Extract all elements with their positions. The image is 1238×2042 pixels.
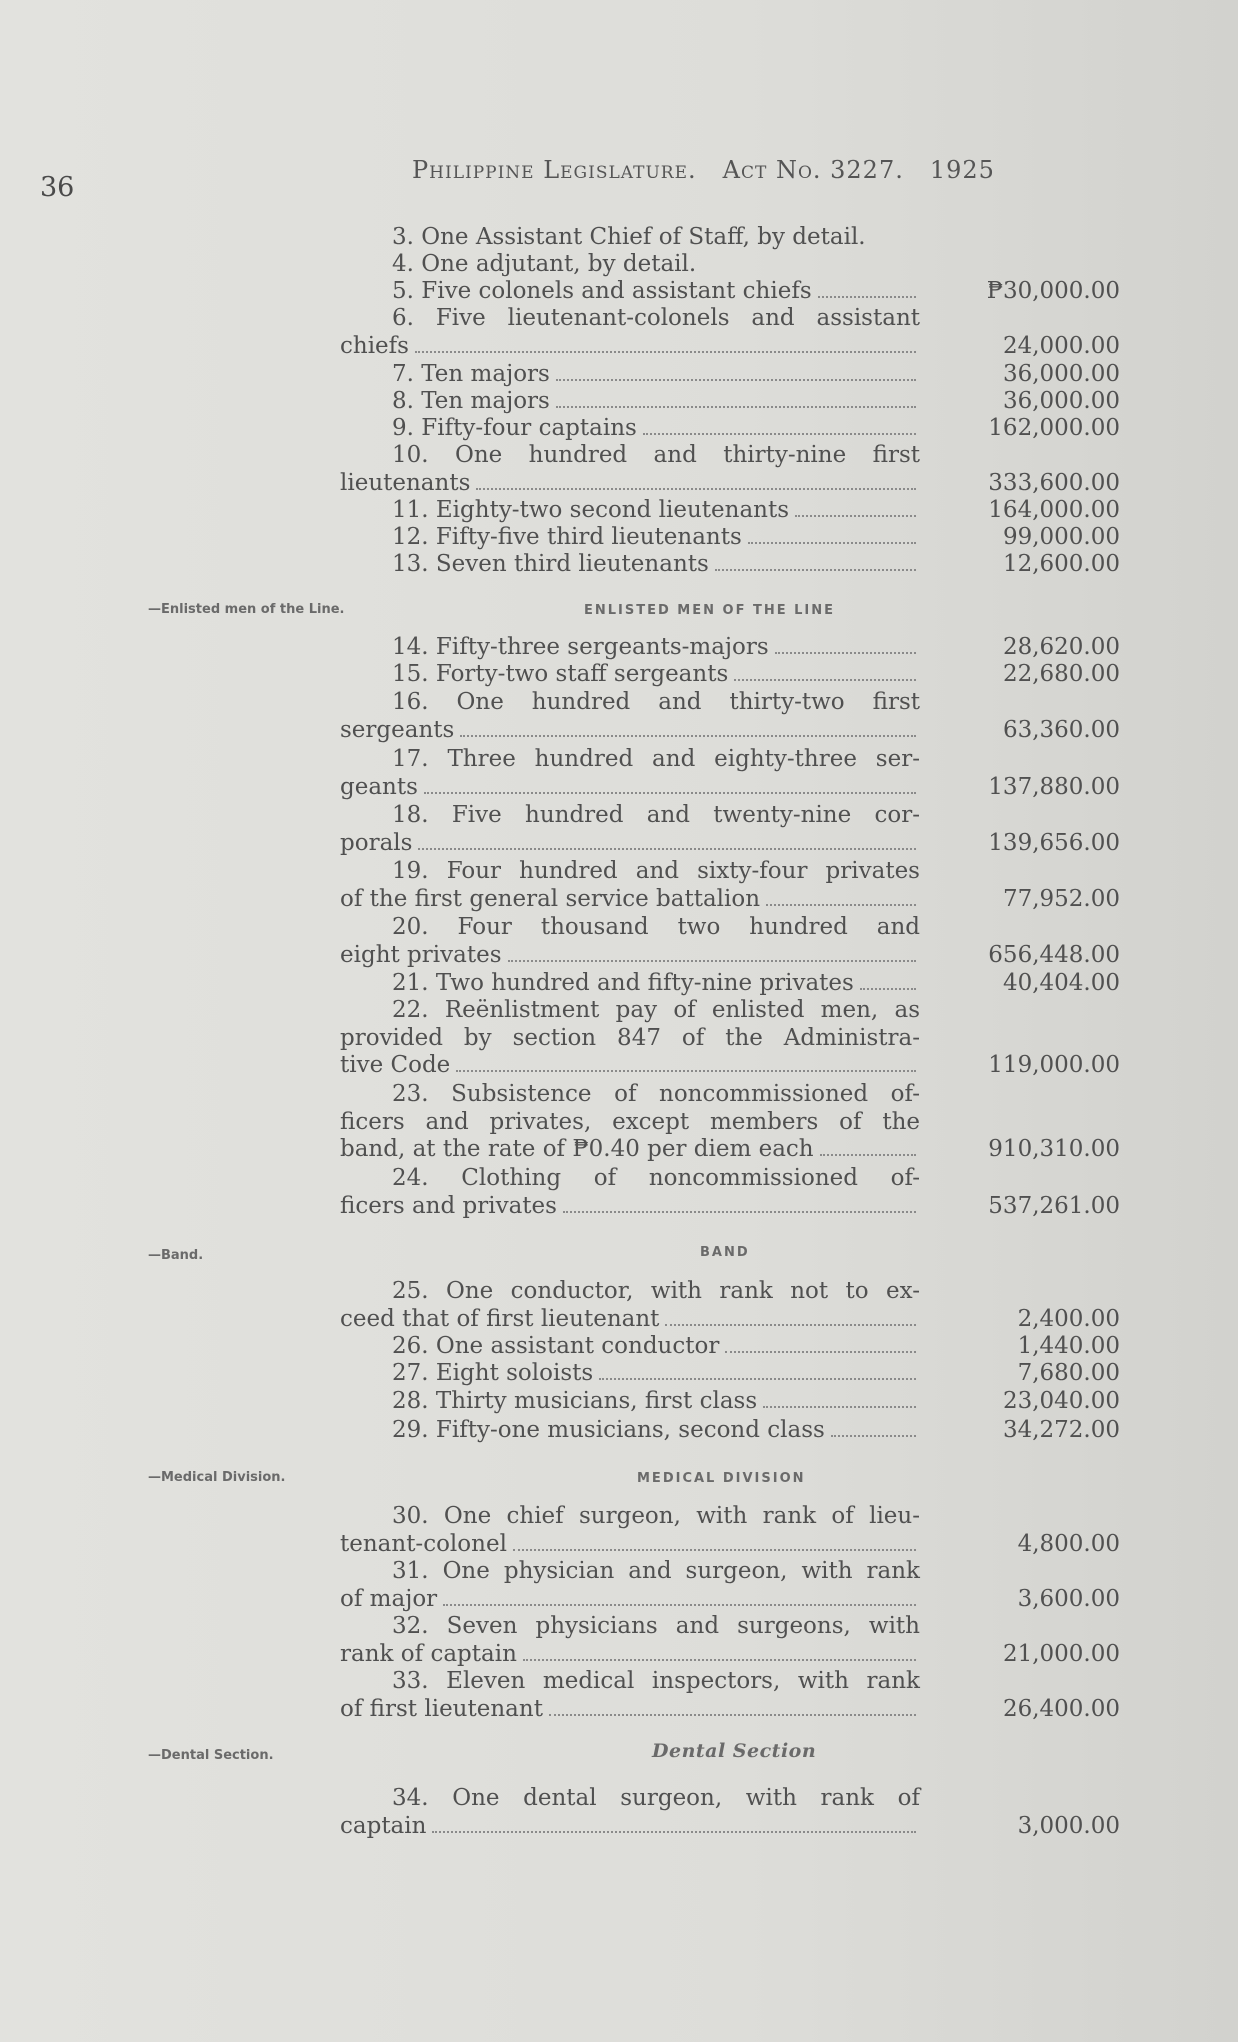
dot-leader: [563, 1210, 916, 1213]
item-amount: 22,680.00: [1002, 661, 1120, 687]
item-text: 33. Eleven medical inspectors, with rank: [392, 1668, 920, 1694]
item-text: porals: [340, 829, 413, 856]
dot-leader: [715, 568, 916, 571]
appropriation-item: [340, 1785, 1120, 1840]
item-amount: 34,272.00: [1002, 1417, 1120, 1443]
item-amount: 162,000.00: [988, 415, 1120, 441]
item-amount: 1,440.00: [1017, 1333, 1120, 1359]
item-text: 34. One dental surgeon, with rank of: [392, 1785, 920, 1811]
item-text: 23. Subsistence of noncommissioned of-: [392, 1081, 920, 1107]
dot-leader: [460, 734, 916, 737]
dot-leader: [831, 1434, 916, 1437]
item-amount: 40,404.00: [1002, 970, 1120, 996]
item-amount: 28,620.00: [1002, 634, 1120, 660]
dot-leader: [748, 541, 916, 544]
dot-leader: [763, 1405, 916, 1408]
appropriation-item: [340, 1613, 1120, 1668]
dot-leader: [766, 903, 916, 906]
appropriation-item: [340, 305, 1120, 360]
dot-leader: [443, 1603, 916, 1606]
item-amount: 3,000.00: [1017, 1812, 1120, 1839]
item-text: 31. One physician and surgeon, with rank: [392, 1558, 920, 1584]
appropriation-item: [340, 689, 1120, 744]
item-amount: 4,800.00: [1017, 1530, 1120, 1557]
item-amount: 164,000.00: [988, 497, 1120, 523]
dot-leader: [643, 432, 916, 435]
item-amount: ₱30,000.00: [986, 278, 1120, 304]
item-text: 22. Reënlistment pay of enlisted men, as: [392, 997, 920, 1023]
item-amount: 537,261.00: [988, 1192, 1120, 1219]
dot-leader: [818, 295, 916, 298]
item-text: captain: [340, 1812, 427, 1839]
item-text: 32. Seven physicians and surgeons, with: [392, 1613, 920, 1639]
item-text: 10. One hundred and thirty-nine first: [392, 442, 920, 468]
item-amount: 36,000.00: [1002, 361, 1120, 387]
section-heading-dental: Dental Section: [652, 1740, 817, 1762]
item-text: eight privates: [340, 941, 502, 968]
item-text: band, at the rate of ₱0.40 per diem each: [340, 1136, 814, 1162]
appropriation-item: [340, 1668, 1120, 1723]
appropriation-item: [340, 224, 1120, 252]
section-heading-band: BAND: [700, 1245, 750, 1260]
side-note-dental: —Dental Section.: [148, 1748, 274, 1763]
dot-leader: [523, 1658, 916, 1661]
dot-leader: [556, 405, 916, 408]
dot-leader: [513, 1548, 916, 1551]
item-amount: 63,360.00: [1002, 716, 1120, 743]
appropriation-item: [340, 1165, 1120, 1220]
item-amount: 910,310.00: [988, 1136, 1120, 1162]
item-amount: 21,000.00: [1002, 1640, 1120, 1667]
item-text: of major: [340, 1585, 438, 1612]
dot-leader: [508, 959, 917, 962]
dot-leader: [556, 378, 916, 381]
item-text: 17. Three hundred and eighty-three ser-: [392, 746, 920, 772]
dot-leader: [860, 987, 916, 990]
item-text: of first lieutenant: [340, 1695, 543, 1722]
item-amount: 7,680.00: [1017, 1360, 1120, 1386]
item-text: 28. Thirty musicians, first class: [392, 1388, 758, 1414]
header-legislature: Philippine Legislature.: [412, 156, 697, 184]
item-text: 16. One hundred and thirty-two first: [392, 689, 920, 715]
item-text: 27. Eight soloists: [392, 1360, 594, 1386]
appropriation-item: [340, 551, 1120, 579]
item-text: 30. One chief surgeon, with rank of lieu-: [392, 1503, 920, 1529]
item-amount: 333,600.00: [988, 469, 1120, 496]
dot-leader: [725, 1350, 916, 1353]
section-heading-enlisted: ENLISTED MEN OF THE LINE: [584, 603, 836, 618]
appropriation-item: [340, 1503, 1120, 1558]
item-amount: 119,000.00: [988, 1052, 1120, 1078]
appropriation-item: [340, 802, 1120, 857]
item-text: 3. One Assistant Chief of Staff, by detail.: [392, 224, 866, 250]
item-text: ficers and privates, except members of the: [340, 1108, 920, 1135]
item-text: provided by section 847 of the Administra-: [340, 1024, 920, 1051]
item-text: 13. Seven third lieutenants: [392, 551, 709, 577]
appropriation-item: [340, 970, 1120, 998]
item-text: of the first general service battalion: [340, 885, 761, 912]
dot-leader: [432, 1830, 916, 1833]
side-note-medical: —Medical Division.: [148, 1470, 286, 1485]
item-amount: 24,000.00: [1002, 332, 1120, 359]
item-text: tive Code: [340, 1052, 451, 1078]
item-text: 12. Fifty-five third lieutenants: [392, 524, 742, 550]
item-amount: 139,656.00: [988, 829, 1120, 856]
item-amount: 36,000.00: [1002, 388, 1120, 414]
appropriation-item: [340, 746, 1120, 801]
side-note-band: —Band.: [148, 1248, 204, 1263]
appropriation-item: [340, 1360, 1120, 1388]
item-amount: 137,880.00: [988, 773, 1120, 800]
item-amount: 2,400.00: [1017, 1305, 1120, 1332]
dot-leader: [415, 350, 916, 353]
item-text: 29. Fifty-one musicians, second class: [392, 1417, 825, 1443]
item-text: chiefs: [340, 332, 409, 359]
item-text: 19. Four hundred and sixty-four privates: [392, 858, 920, 884]
dot-leader: [418, 847, 916, 850]
page-number: 36: [40, 172, 75, 203]
appropriation-item: [340, 997, 1120, 1080]
item-text: 14. Fifty-three sergeants-majors: [392, 634, 769, 660]
item-text: ficers and privates: [340, 1192, 557, 1219]
item-amount: 3,600.00: [1017, 1585, 1120, 1612]
item-text: sergeants: [340, 716, 455, 743]
item-text: geants: [340, 773, 418, 800]
dot-leader: [820, 1153, 916, 1156]
item-text: 11. Eighty-two second lieutenants: [392, 497, 790, 523]
section-heading-medical: MEDICAL DIVISION: [637, 1471, 806, 1486]
appropriation-item: [340, 361, 1120, 389]
item-text: 6. Five lieutenant-colonels and assistant: [392, 305, 920, 331]
dot-leader: [549, 1713, 916, 1716]
appropriation-item: [340, 415, 1120, 443]
appropriation-item: [340, 914, 1120, 969]
item-text: 20. Four thousand two hundred and: [392, 914, 920, 940]
appropriation-item: [340, 497, 1120, 525]
item-amount: 656,448.00: [988, 941, 1120, 968]
item-text: 7. Ten majors: [392, 361, 550, 387]
side-note-enlisted: —Enlisted men of the Line.: [148, 602, 345, 617]
dot-leader: [424, 791, 916, 794]
item-text: 24. Clothing of noncommissioned of-: [392, 1165, 920, 1191]
item-text: rank of captain: [340, 1640, 517, 1667]
appropriation-item: [340, 442, 1120, 497]
item-text: ceed that of first lieutenant: [340, 1305, 660, 1332]
item-text: 26. One assistant conductor: [392, 1333, 720, 1359]
item-amount: 99,000.00: [1002, 524, 1120, 550]
item-text: 18. Five hundred and twenty-nine cor-: [392, 802, 920, 828]
dot-leader: [599, 1377, 916, 1380]
header-act-number: Act No. 3227.: [722, 156, 904, 184]
appropriation-item: [340, 1278, 1120, 1333]
appropriation-item: [340, 1558, 1120, 1613]
item-amount: 12,600.00: [1002, 551, 1120, 577]
item-text: 21. Two hundred and fifty-nine privates: [392, 970, 854, 996]
appropriation-item: [340, 1333, 1120, 1361]
header-year: 1925: [929, 156, 995, 184]
dot-leader: [775, 651, 916, 654]
appropriation-item: [340, 278, 1120, 306]
dot-leader: [665, 1323, 916, 1326]
item-text: 5. Five colonels and assistant chiefs: [392, 278, 812, 304]
item-text: 15. Forty-two staff sergeants: [392, 661, 729, 687]
running-head: [412, 156, 995, 184]
appropriation-item: [340, 858, 1120, 913]
item-text: 4. One adjutant, by detail.: [392, 251, 697, 277]
dot-leader: [456, 1069, 916, 1072]
appropriation-item: [340, 388, 1120, 416]
appropriation-item: [340, 251, 1120, 279]
appropriation-item: [340, 1417, 1120, 1445]
appropriation-item: [340, 634, 1120, 662]
item-amount: 26,400.00: [1002, 1695, 1120, 1722]
item-amount: 23,040.00: [1002, 1388, 1120, 1414]
item-text: 25. One conductor, with rank not to ex-: [392, 1278, 920, 1304]
appropriation-item: [340, 1388, 1120, 1416]
appropriation-item: [340, 1081, 1120, 1164]
item-text: 9. Fifty-four captains: [392, 415, 637, 441]
appropriation-item: [340, 524, 1120, 552]
item-amount: 77,952.00: [1002, 885, 1120, 912]
item-text: lieutenants: [340, 469, 471, 496]
item-text: tenant-colonel: [340, 1530, 507, 1557]
dot-leader: [734, 678, 916, 681]
dot-leader: [795, 514, 916, 517]
item-text: 8. Ten majors: [392, 388, 550, 414]
appropriation-item: [340, 661, 1120, 689]
dot-leader: [476, 487, 916, 490]
